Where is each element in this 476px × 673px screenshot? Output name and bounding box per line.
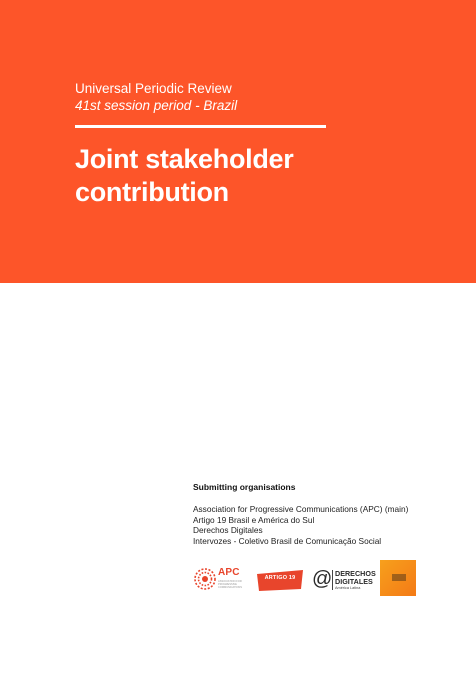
at-sign-icon: @ bbox=[312, 568, 333, 590]
intervozes-mark-icon bbox=[392, 574, 406, 581]
organisation-item: Intervozes - Coletivo Brasil de Comunicação Social bbox=[193, 535, 382, 546]
intervozes-logo bbox=[380, 560, 416, 596]
apc-emblem-icon bbox=[192, 566, 218, 592]
title-line-2: contribution bbox=[75, 177, 229, 207]
apc-wordmark: APC bbox=[218, 567, 240, 578]
apc-tagline: ASSOCIATION FOR PROGRESSIVE COMMUNICATIONS bbox=[218, 580, 243, 589]
logo-divider bbox=[332, 570, 333, 590]
document-title bbox=[75, 143, 375, 209]
derechos-subtitle: América Latina bbox=[335, 586, 361, 590]
title-divider bbox=[75, 125, 326, 128]
organisation-list bbox=[193, 504, 408, 546]
artigo19-wordmark: ARTIGO 19 bbox=[264, 575, 296, 581]
organisation-item: Derechos Digitales bbox=[193, 525, 263, 536]
organisation-item: Association for Progressive Communications (APC) (main) bbox=[193, 504, 409, 514]
submitting-heading: Submitting organisations bbox=[193, 482, 296, 492]
derechos-wordmark: DERECHOS DIGITALES bbox=[335, 569, 376, 586]
session-label: 41st session period - Brazil bbox=[75, 98, 238, 113]
organisation-item: Artigo 19 Brasil e América do Sul bbox=[193, 514, 315, 525]
partner-logos bbox=[192, 560, 422, 600]
apc-logo bbox=[192, 564, 250, 596]
title-line-1: Joint stakeholder bbox=[75, 144, 294, 174]
cover-banner bbox=[0, 0, 476, 283]
derechos-digitales-logo bbox=[312, 564, 377, 596]
review-label: Universal Periodic Review bbox=[75, 81, 232, 96]
artigo19-logo bbox=[255, 565, 305, 595]
